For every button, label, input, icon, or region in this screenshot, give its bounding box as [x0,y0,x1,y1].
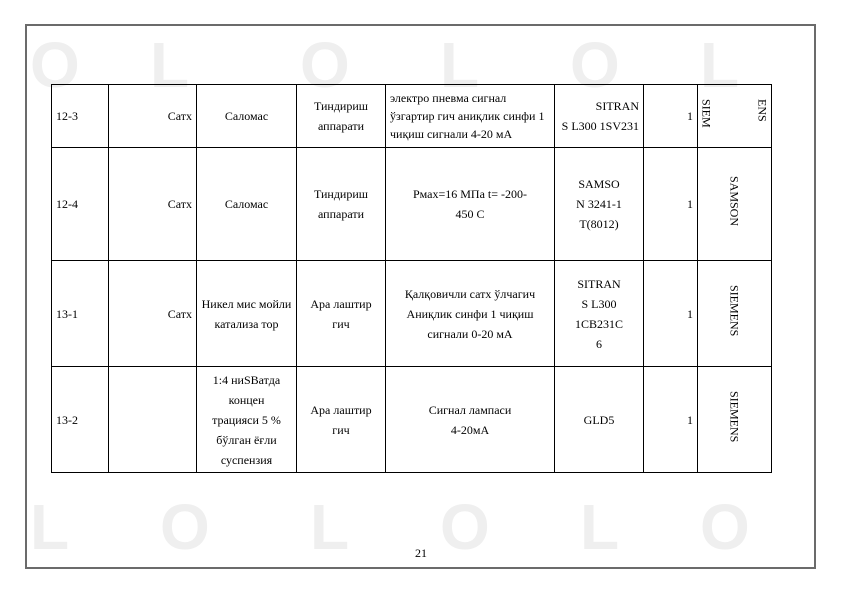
parameter-cell: Сатх [109,85,197,148]
watermark: L [440,29,482,101]
table-row [52,85,772,148]
manufacturer-cell [698,85,772,148]
manufacturer-label: SAMSON [727,175,742,226]
watermark: O [160,491,212,563]
model-cell: GLD5 [555,367,644,473]
watermark: L [150,29,192,101]
manufacturer-cell [698,148,772,261]
quantity-cell: 1 [644,148,698,261]
manufacturer-cell [698,261,772,367]
position-cell: 13-2 [52,367,109,473]
watermark: O [440,491,492,563]
model-cell: SITRAN S L300 1SV231 [555,85,644,148]
model-cell: SAMSO N 3241-1 T(8012) [555,148,644,261]
table-row [52,367,772,473]
description-cell: Pмах=16 МПа t= -200- 450 С [386,148,555,261]
watermark: L [30,491,72,563]
location-cell: Ара лаштир гич [297,367,386,473]
parameter-cell: Сатх [109,148,197,261]
manufacturer-cell [698,367,772,473]
watermark: O [300,29,352,101]
manufacturer-label: ENS SIEM [699,98,770,128]
medium-cell: 1:4 ниSВатда концен трацияси 5 % бўлган ёғли суспензия [197,367,297,473]
medium-cell: Саломас [197,85,297,148]
medium-cell: Никел мис мойли катализа тор [197,261,297,367]
quantity-cell: 1 [644,85,698,148]
medium-cell: Саломас [197,148,297,261]
location-cell: Тиндириш аппарати [297,148,386,261]
watermark: O [30,29,82,101]
location-cell: Тиндириш аппарати [297,85,386,148]
parameter-cell [109,367,197,473]
equipment-table [51,84,772,473]
table-row [52,261,772,367]
parameter-cell: Сатх [109,261,197,367]
table-row [52,148,772,261]
position-cell: 13-1 [52,261,109,367]
position-cell: 12-4 [52,148,109,261]
description-cell: электро пневма сигнал ўзгартир гич аниқлик синфи 1 чиқиш сигнали 4-20 мА [386,85,555,148]
watermark: L [310,491,352,563]
watermark: L [700,29,742,101]
manufacturer-label: SIEMENS [727,390,742,443]
description-cell: Сигнал лампаси 4-20мА [386,367,555,473]
watermark: O [570,29,622,101]
quantity-cell: 1 [644,367,698,473]
position-cell: 12-3 [52,85,109,148]
description-cell: Қалқовичли сатх ўлчагич Аниқлик синфи 1 чиқиш сигнали 0-20 мА [386,261,555,367]
page-number: 21 [415,546,427,560]
quantity-cell: 1 [644,261,698,367]
watermark: L [580,491,622,563]
manufacturer-label: SIEMENS [727,284,742,337]
location-cell: Ара лаштир гич [297,261,386,367]
watermark: O [700,491,752,563]
model-cell: SITRAN S L300 1CB231C 6 [555,261,644,367]
